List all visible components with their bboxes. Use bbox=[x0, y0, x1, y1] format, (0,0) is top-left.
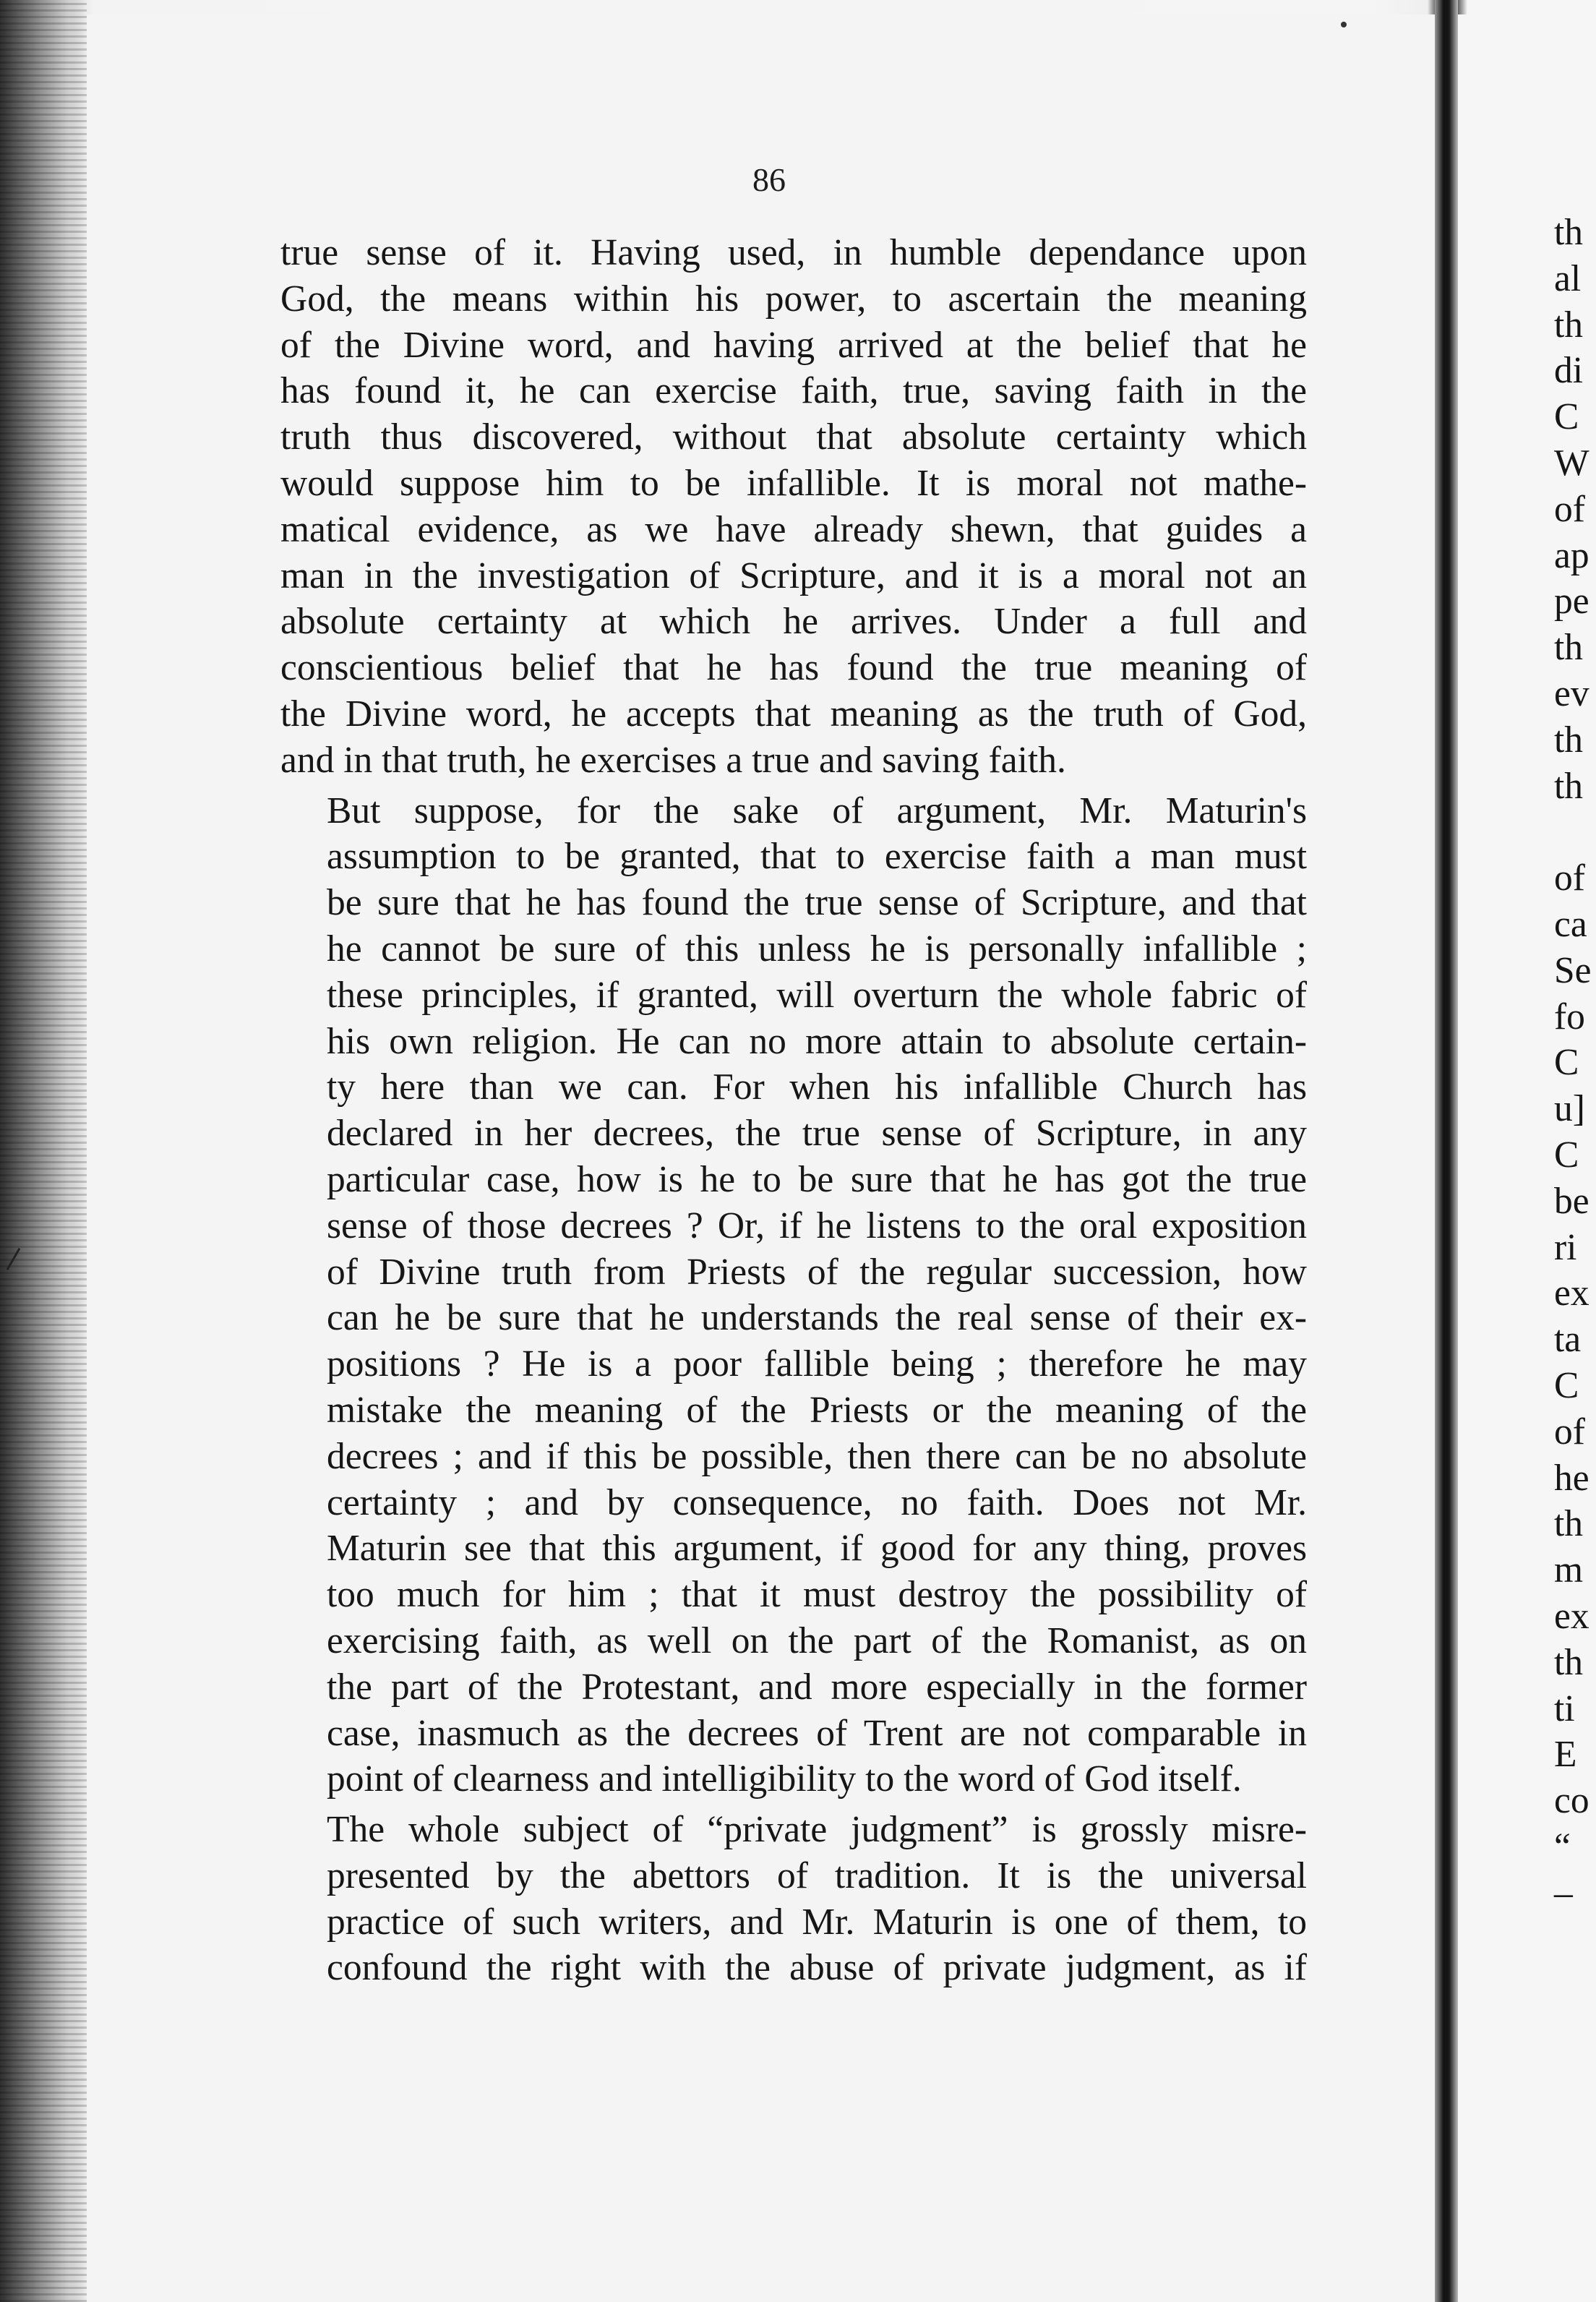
fragment: th bbox=[1554, 304, 1584, 346]
text-line: he cannot be sure of this unless he is personally infallible ; bbox=[327, 928, 1307, 970]
text-line: can he be sure that he understands the real sense of their ex- bbox=[327, 1297, 1307, 1339]
text-line: mistake the meaning of the Priests or the meaning of the bbox=[327, 1389, 1307, 1431]
text-line: matical evidence, as we have already shewn, that guides a bbox=[280, 508, 1307, 550]
fragment: ri bbox=[1554, 1226, 1577, 1268]
text-line: too much for him ; that it must destroy the possibility of bbox=[327, 1574, 1307, 1616]
facing-page-text-fragments bbox=[1554, 210, 1596, 1916]
fragment: di bbox=[1554, 350, 1584, 392]
fragment: Sе bbox=[1554, 949, 1592, 991]
text-line: But suppose, for the sake of argument, Mr. Maturin's bbox=[327, 790, 1307, 831]
fragment: ap bbox=[1554, 534, 1589, 576]
fragment: cо bbox=[1554, 1780, 1589, 1822]
text-line: would suppose him to be infallible. It is moral not mathe- bbox=[280, 462, 1307, 504]
fragment: bе bbox=[1554, 1180, 1589, 1222]
body-text bbox=[280, 230, 1307, 1991]
fragment: W bbox=[1554, 442, 1589, 484]
fragment: of bbox=[1554, 857, 1585, 899]
text-line: of the Divine word, and having arrived at the belief that he bbox=[280, 324, 1307, 366]
page-gutter bbox=[1435, 0, 1458, 2302]
text-line: man in the investigation of Scripture, and it is a moral not an bbox=[280, 555, 1307, 596]
fragment: C bbox=[1554, 1042, 1579, 1084]
fragment: ex bbox=[1554, 1272, 1589, 1314]
text-line: assumption to be granted, that to exercise faith a man must bbox=[327, 836, 1307, 878]
paragraph-2 bbox=[280, 788, 1307, 1803]
fragment: – bbox=[1554, 1872, 1573, 1914]
text-line: these principles, if granted, will overturn the whole fabric of bbox=[327, 974, 1307, 1016]
text-line: declared in her decrees, the true sense of Scripture, in any bbox=[327, 1113, 1307, 1155]
text-line: the part of the Protestant, and more especially in the former bbox=[327, 1666, 1307, 1708]
fragment: th bbox=[1554, 1641, 1584, 1683]
fragment bbox=[1554, 809, 1596, 855]
text-line: absolute certainty at which he arrives. Under a full and bbox=[280, 601, 1307, 643]
text-line: practice of such writers, and Mr. Maturin is one of them, to bbox=[327, 1901, 1307, 1943]
fragment: fo bbox=[1554, 996, 1585, 1037]
text-line: presented by the abettors of tradition. It is the universal bbox=[327, 1854, 1307, 1896]
fragment: ex bbox=[1554, 1595, 1589, 1637]
fragment: th bbox=[1554, 765, 1584, 807]
text-line: point of clearness and intelligibility to the word of God itself. bbox=[327, 1758, 1242, 1800]
text-line: true sense of it. Having used, in humble dependance upon bbox=[280, 232, 1307, 273]
text-line: certainty ; and by consequence, no faith. Does not Mr. bbox=[327, 1481, 1307, 1523]
fragment: ev bbox=[1554, 672, 1589, 714]
text-line: ty here than we can. For when his infallible Church has bbox=[327, 1066, 1307, 1108]
fragment: ta bbox=[1554, 1319, 1582, 1361]
text-line: truth thus discovered, without that absolute certainty which bbox=[280, 416, 1307, 458]
book-binding-edge bbox=[0, 0, 87, 2302]
text-line: decrees ; and if this be possible, then there can be no absolute bbox=[327, 1435, 1307, 1477]
text-line: exercising faith, as well on the part of the Romanist, as on bbox=[327, 1619, 1307, 1661]
fragment: th bbox=[1554, 627, 1584, 669]
fragment: of bbox=[1554, 1411, 1585, 1452]
ink-speck bbox=[1341, 22, 1347, 27]
text-line: God, the means within his power, to ascertain the meaning bbox=[280, 278, 1307, 320]
page-number: 86 bbox=[752, 161, 786, 198]
fragment: u] bbox=[1554, 1088, 1585, 1130]
paragraph-3 bbox=[280, 1807, 1307, 1991]
fragment: of bbox=[1554, 488, 1585, 530]
text-line: of Divine truth from Priests of the regular succession, how bbox=[327, 1251, 1307, 1293]
fragment: E bbox=[1554, 1734, 1577, 1776]
fragment: th bbox=[1554, 1503, 1584, 1545]
text-line: positions ? He is a poor fallible being ; therefore he may bbox=[327, 1343, 1307, 1385]
fragment: C bbox=[1554, 396, 1579, 438]
text-line: his own religion. He can no more attain to absolute certain- bbox=[327, 1020, 1307, 1062]
fragment: “ bbox=[1554, 1826, 1571, 1867]
text-line: case, inasmuch as the decrees of Trent are not comparable in bbox=[327, 1712, 1307, 1754]
text-line: Maturin see that this argument, if good for any thing, proves bbox=[327, 1528, 1307, 1570]
text-line: has found it, he can exercise faith, true, saving faith in the bbox=[280, 370, 1307, 412]
fragment: hе bbox=[1554, 1457, 1589, 1499]
text-line: particular case, how is he to be sure that he has got the true bbox=[327, 1158, 1307, 1200]
text-line: be sure that he has found the true sense of Scripture, and that bbox=[327, 882, 1307, 924]
fragment: al bbox=[1554, 257, 1582, 299]
fragment: ti bbox=[1554, 1687, 1575, 1729]
text-line: the Divine word, he accepts that meaning as the truth of God, bbox=[280, 693, 1307, 735]
text-line: conscientious belief that he has found the true meaning of bbox=[280, 647, 1307, 689]
fragment: ca bbox=[1554, 903, 1587, 945]
fragment: pе bbox=[1554, 581, 1589, 622]
fragment: th bbox=[1554, 212, 1584, 253]
text-line: and in that truth, he exercises a true and saving faith. bbox=[280, 739, 1066, 781]
fragment: C bbox=[1554, 1364, 1579, 1406]
text-line: confound the right with the abuse of private judgment, as if bbox=[327, 1947, 1307, 1989]
fragment: m bbox=[1554, 1549, 1584, 1591]
fragment: C bbox=[1554, 1134, 1579, 1176]
text-line: sense of those decrees ? Or, if he listens to the oral exposition bbox=[327, 1205, 1307, 1246]
text-line: The whole subject of “private judgment” is grossly misre- bbox=[327, 1809, 1307, 1851]
paragraph-1 bbox=[280, 230, 1307, 784]
fragment: th bbox=[1554, 719, 1584, 761]
